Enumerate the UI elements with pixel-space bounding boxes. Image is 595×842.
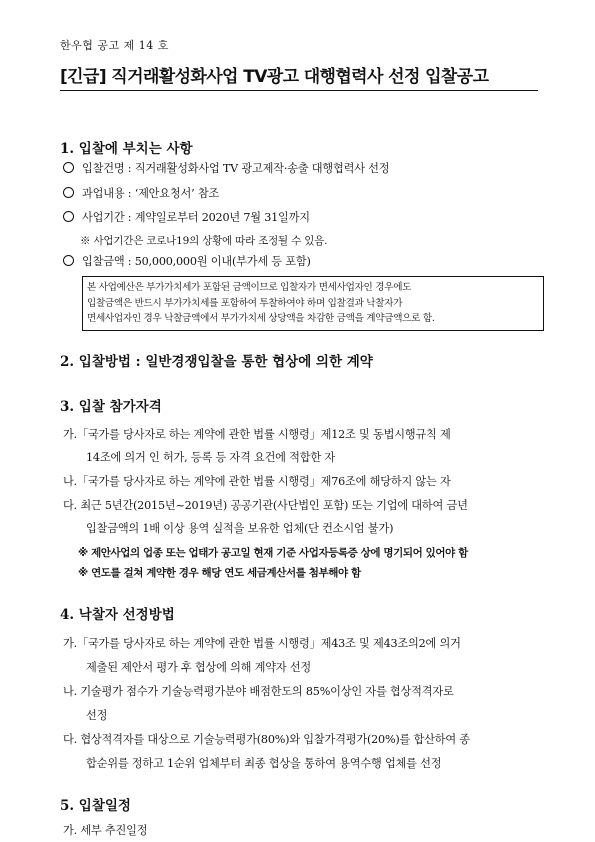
- section-1-item: 사업기간 : 계약일로부터 2020년 7월 31일까지: [63, 209, 310, 225]
- circle-bullet-icon: [63, 255, 74, 266]
- section-4-line: 합순위를 정하고 1순위 업체부터 최종 협상을 통하여 용역수행 업체를 선정: [86, 757, 442, 770]
- vat-notice-line: 면세사업자인 경우 낙찰금액에서 부가가치세 상당액을 차감한 금액을 계약금액으로 함.: [87, 313, 435, 324]
- section-3-line: 입찰금액의 1배 이상 용역 실적을 보유한 업체(단 컨소시엄 불가): [86, 522, 394, 535]
- page-title: [긴급] 직거래활성화사업 TV광고 대행협력사 선정 입찰공고: [60, 67, 489, 87]
- section-5-heading: 5. 입찰일정: [60, 798, 131, 814]
- circle-bullet-icon: [63, 162, 74, 173]
- vat-notice-box: [82, 276, 544, 331]
- section-4-line: 제출된 제안서 평가 후 협상에 의해 계약자 선정: [86, 661, 312, 674]
- vat-notice-line: 본 사업예산은 부가가치세가 포함된 금액이므로 입찰자가 면세사업자인 경우에도: [87, 282, 412, 293]
- section-1-item: 입찰건명 : 직거래활성화사업 TV 광고제작·송출 대행협력사 선정: [63, 160, 389, 176]
- section-4-heading: 4. 낙찰자 선정방법: [60, 607, 175, 623]
- notice-number: 한우협 공고 제 14 호: [60, 39, 169, 52]
- section-3-heading: 3. 입찰 참가자격: [60, 399, 162, 415]
- section-3-line: 다. 최근 5년간(2015년~2019년) 공공기관(사단법인 포함) 또는 기업에 대하여 금년: [63, 499, 468, 512]
- section-3-line: 14조에 의거 인 허가, 등록 등 자격 요건에 적합한 자: [86, 451, 335, 464]
- section-4-line: 나. 기술평가 점수가 기술능력평가분야 배점한도의 85%이상인 자를 협상적격자로: [63, 685, 454, 698]
- section-2-heading: 2. 입찰방법 : 일반경쟁입찰을 통한 협상에 의한 계약: [60, 354, 373, 370]
- section-1-amount: 입찰금액 : 50,000,000원 이내(부가세 등 포함): [63, 253, 311, 269]
- section-3-note: ※ 연도를 걸쳐 계약한 경우 해당 연도 세금계산서를 첨부해야 함: [78, 567, 361, 579]
- title-underline: [60, 62, 538, 91]
- section-4-line: 선정: [86, 709, 108, 722]
- vat-notice-line: 입찰금액은 반드시 부가가치세를 포함하여 투찰하여야 하며 입찰결과 낙찰자가: [87, 297, 403, 309]
- section-5-line: 가. 세부 추진일정: [63, 824, 148, 837]
- section-1-heading: 1. 입찰에 부치는 사항: [60, 141, 193, 157]
- section-1-note: ※ 사업기간은 코로나19의 상황에 따라 조정될 수 있음.: [80, 235, 328, 247]
- section-3-line: 나.「국가를 당사자로 하는 계약에 관한 법률 시행령」제76조에 해당하지 않는 자: [63, 475, 451, 488]
- circle-bullet-icon: [63, 211, 74, 222]
- section-3-line: 가.「국가를 당사자로 하는 계약에 관한 법률 시행령」제12조 및 동법시행규칙 제: [63, 428, 451, 441]
- section-4-line: 가.「국가를 당사자로 하는 계약에 관한 법률 시행령」제43조 및 제43조의2에 의거: [63, 637, 461, 650]
- section-3-note: ※ 제안사업의 업종 또는 업태가 공고일 현재 기준 사업자등록증 상에 명기되어 있어야 함: [78, 547, 468, 559]
- section-1-item: 과업내용 : ‘제안요청서’ 참조: [63, 185, 219, 201]
- section-4-line: 다. 협상적격자를 대상으로 기술능력평가(80%)와 입찰가격평가(20%)를 합산하여 종: [63, 733, 470, 746]
- circle-bullet-icon: [63, 187, 74, 198]
